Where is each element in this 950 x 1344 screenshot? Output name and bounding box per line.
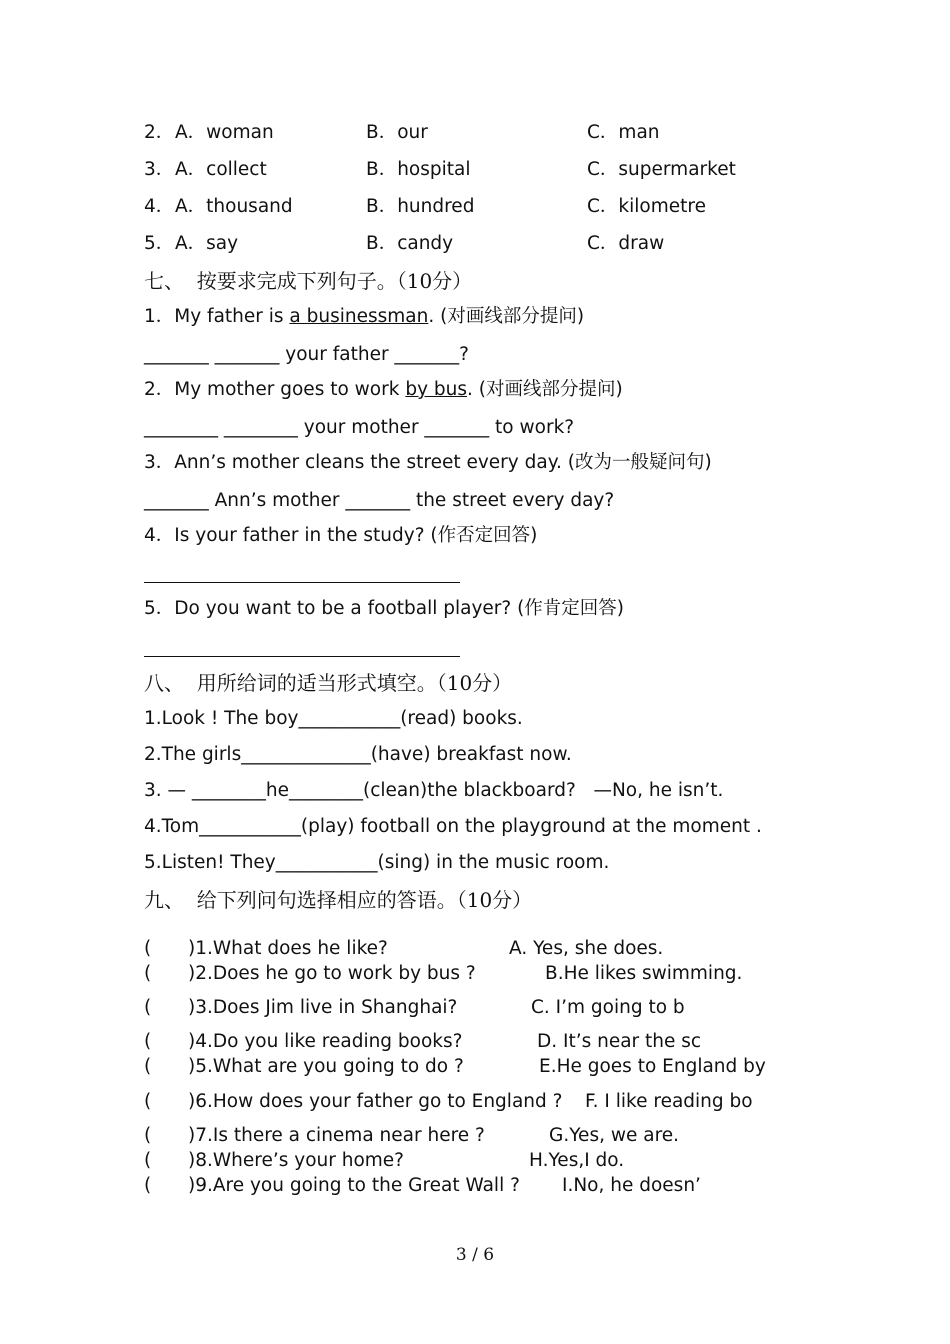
match-answer: B.He likes swimming. [545,963,743,984]
choice-num: 5． [144,233,175,254]
answer-paren[interactable]: ( [144,1125,152,1146]
choice-b: B．hospital [366,159,471,180]
answer-paren[interactable]: ( [144,1150,152,1171]
section-7-title: 七、 按要求完成下列句子。（10分） [144,269,473,293]
fill-item-5[interactable]: 5.Listen! They___________(sing) in the music room. [144,852,610,873]
match-answer: C. I’m going to b [531,997,685,1018]
answer-paren[interactable]: ( [144,1175,152,1196]
match-answer: H.Yes,I do. [529,1150,625,1171]
match-answer: I.No, he doesn’ [562,1175,701,1196]
fill-item-2[interactable]: 2.The girls______________(have) breakfast now. [144,744,572,765]
sec7-answer-2[interactable]: ________ ________ your mother _______ to work? [144,417,575,438]
match-question: )7.Is there a cinema near here ? [188,1125,485,1146]
match-question: )2.Does he go to work by bus ? [188,963,476,984]
sec7-question-1 [144,308,584,327]
choice-num: 3． [144,159,175,180]
match-question: )4.Do you like reading books? [188,1031,463,1052]
q2-underlined: by bus [405,379,468,400]
match-question: )6.How does your father go to England ? [188,1091,563,1112]
fill-item-1[interactable]: 1.Look ! The boy___________(read) books. [144,708,523,729]
answer-paren[interactable]: ( [144,938,152,959]
choice-a: A．collect [175,159,267,180]
match-question: )3.Does Jim live in Shanghai? [188,997,458,1018]
sec7-question-5: 5．Do you want to be a football player? (作肯定回答) [144,598,625,619]
answer-paren[interactable]: ( [144,1031,152,1052]
match-answer: E.He goes to England by [539,1056,766,1077]
fill-item-3[interactable]: 3. — ________he________(clean)the blackboard? —No, he isn’t. [144,780,724,801]
choice-a: A．woman [175,122,274,143]
choice-c: C．supermarket [587,159,736,180]
match-question: )9.Are you going to the Great Wall ? [188,1175,520,1196]
page-number: 3 / 6 [455,1245,495,1265]
section-8-title: 八、 用所给词的适当形式填空。（10分） [144,671,513,695]
q1-pre: 1．My father is [144,306,290,327]
choice-a: A．say [175,233,239,254]
answer-line-5[interactable] [144,656,460,657]
sec7-answer-3[interactable]: _______ Ann’s mother _______ the street every day? [144,490,615,511]
choice-c: C．man [587,122,660,143]
choice-num: 4． [144,196,175,217]
choice-b: B．our [366,122,428,143]
answer-paren[interactable]: ( [144,1056,152,1077]
choice-num: 2． [144,122,175,143]
choice-a: A．thousand [175,196,293,217]
sec7-question-3: 3．Ann’s mother cleans the street every day. (改为一般疑问句) [144,452,712,473]
fill-item-4[interactable]: 4.Tom___________(play) football on the playground at the moment . [144,816,762,837]
match-answer: A. Yes, she does. [509,938,664,959]
answer-line-4[interactable] [144,582,460,583]
q2-post: . (对画线部分提问) [467,379,623,400]
match-question: )8.Where’s your home? [188,1150,404,1171]
match-answer: G.Yes, we are. [549,1125,680,1146]
choice-b: B．candy [366,233,454,254]
q1-post: . (对画线部分提问) [428,306,585,327]
sec7-question-4: 4．Is your father in the study? (作否定回答) [144,525,538,546]
match-answer: F. I like reading bo [585,1091,753,1112]
q1-underlined: a businessman [289,306,429,327]
match-answer: D. It’s near the sc [537,1031,702,1052]
answer-paren[interactable]: ( [144,1091,152,1112]
section-9-title: 九、 给下列问句选择相应的答语。（10分） [144,888,533,912]
sec7-answer-1[interactable]: _______ _______ your father _______? [144,344,470,365]
answer-paren[interactable]: ( [144,963,152,984]
answer-paren[interactable]: ( [144,997,152,1018]
choice-b: B．hundred [366,196,475,217]
match-question: )5.What are you going to do ? [188,1056,464,1077]
match-question: )1.What does he like? [188,938,388,959]
choice-c: C．draw [587,233,665,254]
sec7-question-2 [144,381,623,400]
choice-c: C．kilometre [587,196,706,217]
q2-pre: 2．My mother goes to work [144,379,406,400]
